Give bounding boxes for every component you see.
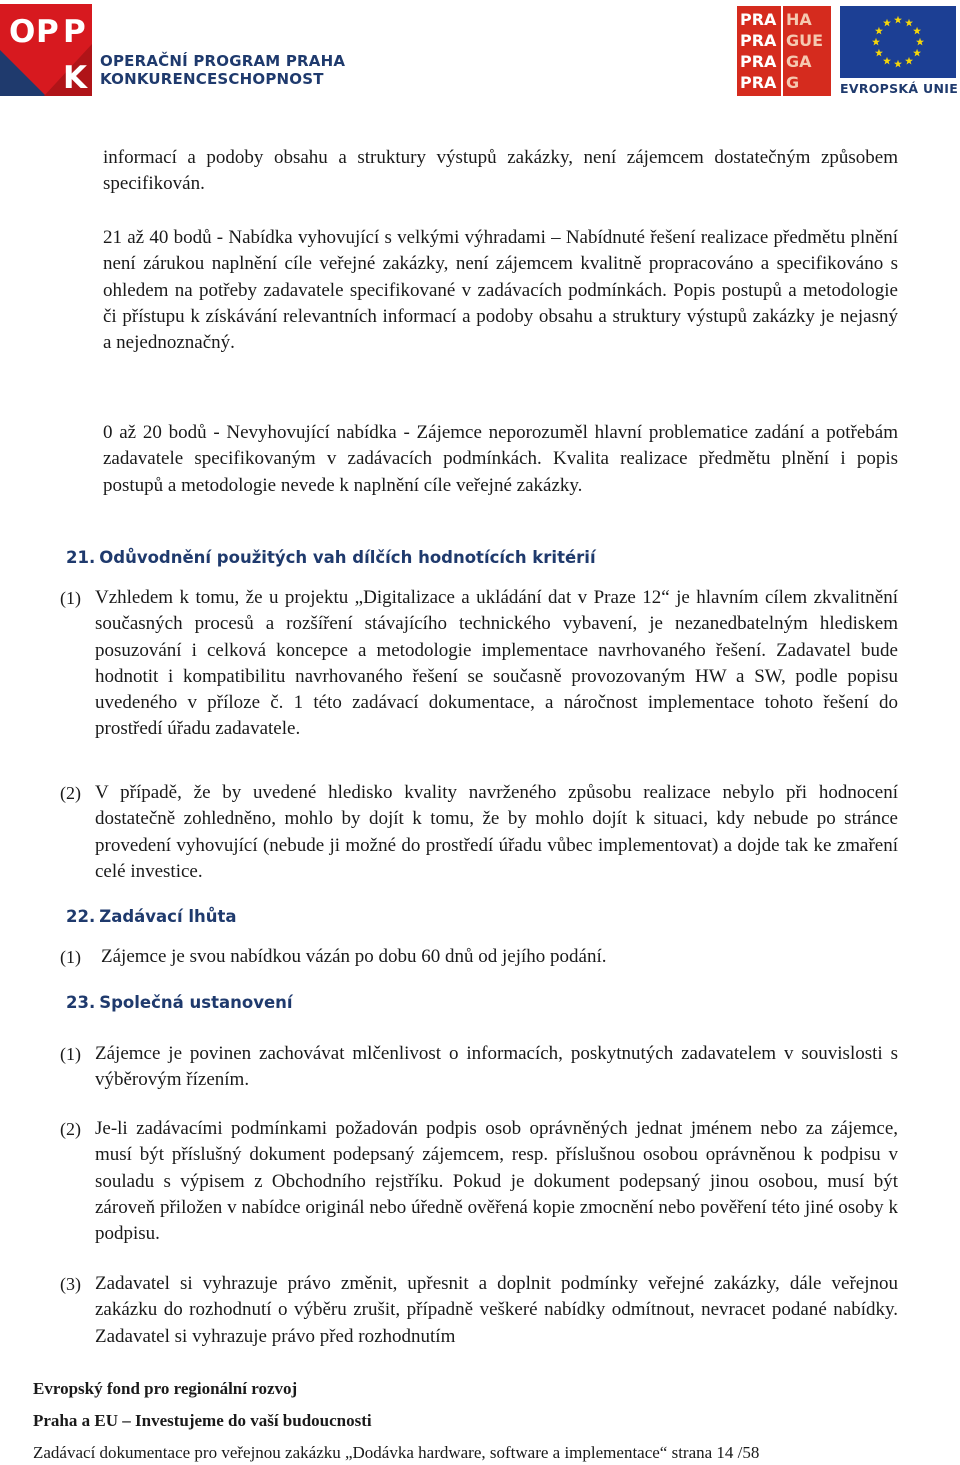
eu-label: EVROPSKÁ UNIE	[840, 81, 959, 96]
section-21-heading	[66, 548, 596, 567]
praha-cell-1a: PRA	[740, 10, 777, 29]
opp-letter-o: O	[9, 14, 36, 50]
s22-item-1-label: (1)	[60, 947, 81, 967]
s23-item-3-label: (3)	[60, 1274, 81, 1294]
opp-line-1: OPERAČNÍ PROGRAM PRAHA	[100, 52, 346, 70]
section-23-title: Společná ustanovení	[99, 993, 293, 1012]
s21-item-1-text: Vzhledem k tomu, že u projektu „Digitalizace a ukládání dat v Praze 12“ je hlavním cílem zkvalitnění současných procesů a rozšíření stávajícího technického vybavení, je nezanedbatelným hlediskem posuzování i celková koncepce a metodologie implementace navrhovaného řešení. Zadavatel bude hodnotit i kompatibilitu navrhovaného řešení se současně provozovaným HW a SW, podle popisu uvedeného v příloze č. 1 této zadávací dokumentace, a náročnost implementace tohoto řešení do prostředí úřadu zadavatele.	[95, 587, 898, 740]
s23-item-3-text: Zadavatel si vyhrazuje právo změnit, upřesnit a doplnit podmínky veřejné zakázky, dále veřejnou zakázku do rozhodnutí o výběru zrušit, případně veškeré nabídky odmítnout, nevracet podané nabídky. Zadavatel si vyhrazuje právo před rozhodnutím	[95, 1273, 898, 1347]
opp-logo	[0, 4, 92, 96]
opp-letter-k: K	[63, 60, 88, 96]
paragraph-continuation: informací a podoby obsahu a struktury výstupů zakázky, není zájemcem dostatečným způsobem specifikován.	[103, 147, 898, 195]
section-23-number: 23.	[66, 993, 96, 1012]
footer-fund: Evropský fond pro regionální rozvoj	[33, 1379, 298, 1398]
section-22-number: 22.	[66, 907, 96, 926]
praha-cell-3b: GA	[786, 52, 812, 71]
footer-doc-info: Zadávací dokumentace pro veřejnou zakázku „Dodávka hardware, software a implementace“ strana 14 /58	[33, 1443, 760, 1462]
paragraph-21-40-points: 21 až 40 bodů - Nabídka vyhovující s velkými výhradami – Nabídnuté řešení realizace předmětu plnění není zárukou naplnění cíle veřejné zakázky, není zájemcem kvalitně propracováno a specifikováno s ohledem na potřeby zadavatele specifikované v zadávacích podmínkách. Popis postupů a metodologie či přístupu k získávání relevantních informací a podoby obsahu a struktury výstupů zakázky je nejasný a nejednoznačný.	[103, 227, 898, 354]
opp-letter-p2: P	[63, 14, 86, 50]
s21-item-2-text: V případě, že by uvedené hledisko kvality navrženého způsobu realizace nebylo při hodnocení dostatečně zohledněno, mohlo by dojít k tomu, že by mohlo dojít k situaci, kdy nebude po stránce provedení vyhovující (nebude ji možné do prostředí úřadu vůbec implementovat) a dojde tak ke zmaření celé investice.	[95, 782, 898, 882]
s23-item-2-text: Je-li zadávacími podmínkami požadován podpis osob oprávněných jednat jménem nebo za zájemce, musí být příslušný dokument podepsaný zájemcem, resp. příslušnou osobou oprávněnou k podpisu v souladu s výpisem z Obchodního rejstříku. Pokud je dokument podepsaný jinou osobou, musí být zároveň přiložen v nabídce originál nebo úředně ověřená kopie zmocnění nebo pověření této jiné osoby k podpisu.	[95, 1118, 898, 1245]
s21-item-1-label: (1)	[60, 588, 81, 608]
opp-letter-p1: P	[36, 14, 59, 50]
section-21-number: 21.	[66, 548, 96, 567]
praha-cell-3a: PRA	[740, 52, 777, 71]
praha-cell-2a: PRA	[740, 31, 777, 50]
praha-cell-1b: HA	[786, 10, 812, 29]
s21-item-2-label: (2)	[60, 783, 81, 803]
page-header	[0, 0, 960, 100]
praha-logo	[737, 6, 831, 96]
section-21-title: Odůvodnění použitých vah dílčích hodnotících kritérií	[99, 548, 596, 567]
opp-line-2: KONKURENCESCHOPNOST	[100, 70, 324, 88]
s22-item-1-text: Zájemce je svou nabídkou vázán po dobu 60 dnů od jejího podání.	[101, 946, 607, 967]
opp-program-name	[100, 52, 345, 88]
s23-item-1-text: Zájemce je povinen zachovávat mlčenlivost o informacích, poskytnutých zadavatelem v souvislosti s výběrovým řízením.	[95, 1043, 898, 1091]
paragraph-0-20-points: 0 až 20 bodů - Nevyhovující nabídka - Zájemce neporozuměl hlavní problematice zadání a potřebám zadavatele specifikovaným v zadávacích podmínkách. Kvalita realizace předmětu plnění i popis postupů a metodologie nevede k naplnění cíle veřejné zakázky.	[103, 422, 898, 496]
praha-cell-4a: PRA	[740, 73, 777, 92]
footer-slogan: Praha a EU – Investujeme do vaší budoucnosti	[33, 1411, 372, 1430]
s23-item-2-label: (2)	[60, 1119, 81, 1139]
praha-cell-2b: GUE	[786, 31, 824, 50]
section-22-heading	[66, 907, 237, 926]
section-22-title: Zadávací lhůta	[99, 907, 237, 926]
s23-item-1-label: (1)	[60, 1044, 81, 1064]
section-23-heading	[66, 993, 293, 1012]
praha-cell-4b: G	[786, 73, 800, 92]
